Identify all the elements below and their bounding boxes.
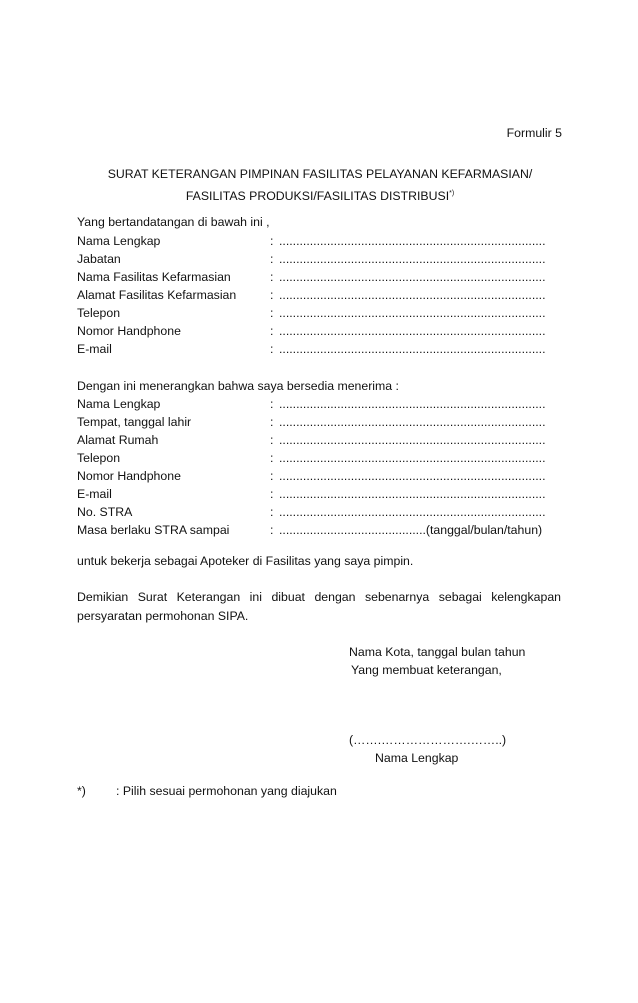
leader-field-row xyxy=(77,250,561,268)
document-title-line-1: SURAT KETERANGAN PIMPINAN FASILITAS PELAYANAN KEFARMASIAN/ xyxy=(107,167,533,181)
field-blank: .............................................................................. xyxy=(279,269,546,284)
field-separator: : xyxy=(270,341,274,356)
field-separator: : xyxy=(270,523,274,537)
applicant-field-row xyxy=(77,449,561,467)
section2-intro: Dengan ini menerangkan bahwa saya bersedia menerima : xyxy=(77,379,399,393)
field-blank: .............................................................................. xyxy=(279,287,546,302)
document-title-line-2-text: FASILITAS PRODUKSI/FASILITAS DISTRIBUSI xyxy=(185,189,450,203)
field-separator: : xyxy=(270,469,274,483)
field-blank: .............................................................................. xyxy=(279,505,546,519)
field-separator: : xyxy=(270,433,274,447)
field-separator: : xyxy=(270,505,274,519)
field-blank: .............................................................................. xyxy=(279,397,546,411)
field-label: Nomor Handphone xyxy=(77,323,181,338)
field-label: Telepon xyxy=(77,305,121,320)
work-statement: untuk bekerja sebagai Apoteker di Fasilitas yang saya pimpin. xyxy=(77,554,414,568)
applicant-field-row xyxy=(77,521,561,539)
field-separator: : xyxy=(270,487,274,501)
field-label: Telepon xyxy=(77,451,121,465)
applicant-field-row xyxy=(77,485,561,503)
closing-paragraph: Demikian Surat Keterangan ini dibuat dengan sebenarnya sebagai kelengkapan persyaratan permohonan SIPA. xyxy=(77,590,561,623)
signature-blank: (…….………………….……..) xyxy=(349,733,507,747)
section1-intro: Yang bertandatangan di bawah ini , xyxy=(77,215,270,229)
field-separator: : xyxy=(270,415,274,429)
field-blank: .............................................................................. xyxy=(279,251,546,266)
document-title-line-2 xyxy=(60,184,580,206)
field-label: Alamat Fasilitas Kefarmasian xyxy=(77,287,237,302)
field-separator: : xyxy=(270,451,274,465)
applicant-field-row xyxy=(77,431,561,449)
field-separator: : xyxy=(270,251,274,266)
field-label: Tempat, tanggal lahir xyxy=(77,415,192,429)
footnote-mark: *) xyxy=(77,784,86,798)
field-blank: .............................................................................. xyxy=(279,433,546,447)
field-label: E-mail xyxy=(77,341,112,356)
field-blank: .............................................................................. xyxy=(279,487,546,501)
footnote-text: : Pilih sesuai permohonan yang diajukan xyxy=(116,784,337,798)
form-number: Formulir 5 xyxy=(506,126,562,140)
field-label: Masa berlaku STRA sampai xyxy=(77,523,230,537)
leader-field-row xyxy=(77,232,561,250)
signature-place-date: Nama Kota, tanggal bulan tahun xyxy=(349,645,526,659)
leader-field-row xyxy=(77,268,561,286)
field-blank: .............................................................................. xyxy=(279,323,546,338)
field-blank: .............................................................................. xyxy=(279,451,546,465)
applicant-field-row xyxy=(77,413,561,431)
field-label: Nomor Handphone xyxy=(77,469,181,483)
field-label: Nama Fasilitas Kefarmasian xyxy=(77,269,231,284)
signature-name: Nama Lengkap xyxy=(375,751,459,765)
field-separator: : xyxy=(270,305,274,320)
field-label: E-mail xyxy=(77,487,112,501)
field-label: No. STRA xyxy=(77,505,133,519)
field-separator: : xyxy=(270,323,274,338)
leader-field-row xyxy=(77,322,561,340)
field-blank: .............................................................................. xyxy=(279,341,546,356)
leader-field-row xyxy=(77,304,561,322)
field-blank: .............................................................................. xyxy=(279,305,546,320)
field-blank: .............................................................................. xyxy=(279,469,546,483)
field-separator: : xyxy=(270,397,274,411)
field-label: Alamat Rumah xyxy=(77,433,159,447)
signature-role: Yang membuat keterangan, xyxy=(351,663,502,677)
field-blank: ...........................................(tanggal/bulan/tahun) xyxy=(279,523,543,537)
field-separator: : xyxy=(270,233,274,248)
leader-field-row xyxy=(77,286,561,304)
applicant-field-row xyxy=(77,503,561,521)
applicant-field-row xyxy=(77,395,561,413)
field-label: Nama Lengkap xyxy=(77,233,161,248)
field-blank: .............................................................................. xyxy=(279,233,546,248)
field-label: Nama Lengkap xyxy=(77,397,161,411)
field-separator: : xyxy=(270,269,274,284)
field-blank: .............................................................................. xyxy=(279,415,546,429)
footnote-reference-mark: *) xyxy=(449,190,455,197)
field-label: Jabatan xyxy=(77,251,121,266)
field-separator: : xyxy=(270,287,274,302)
applicant-field-row xyxy=(77,467,561,485)
leader-field-row xyxy=(77,340,561,358)
